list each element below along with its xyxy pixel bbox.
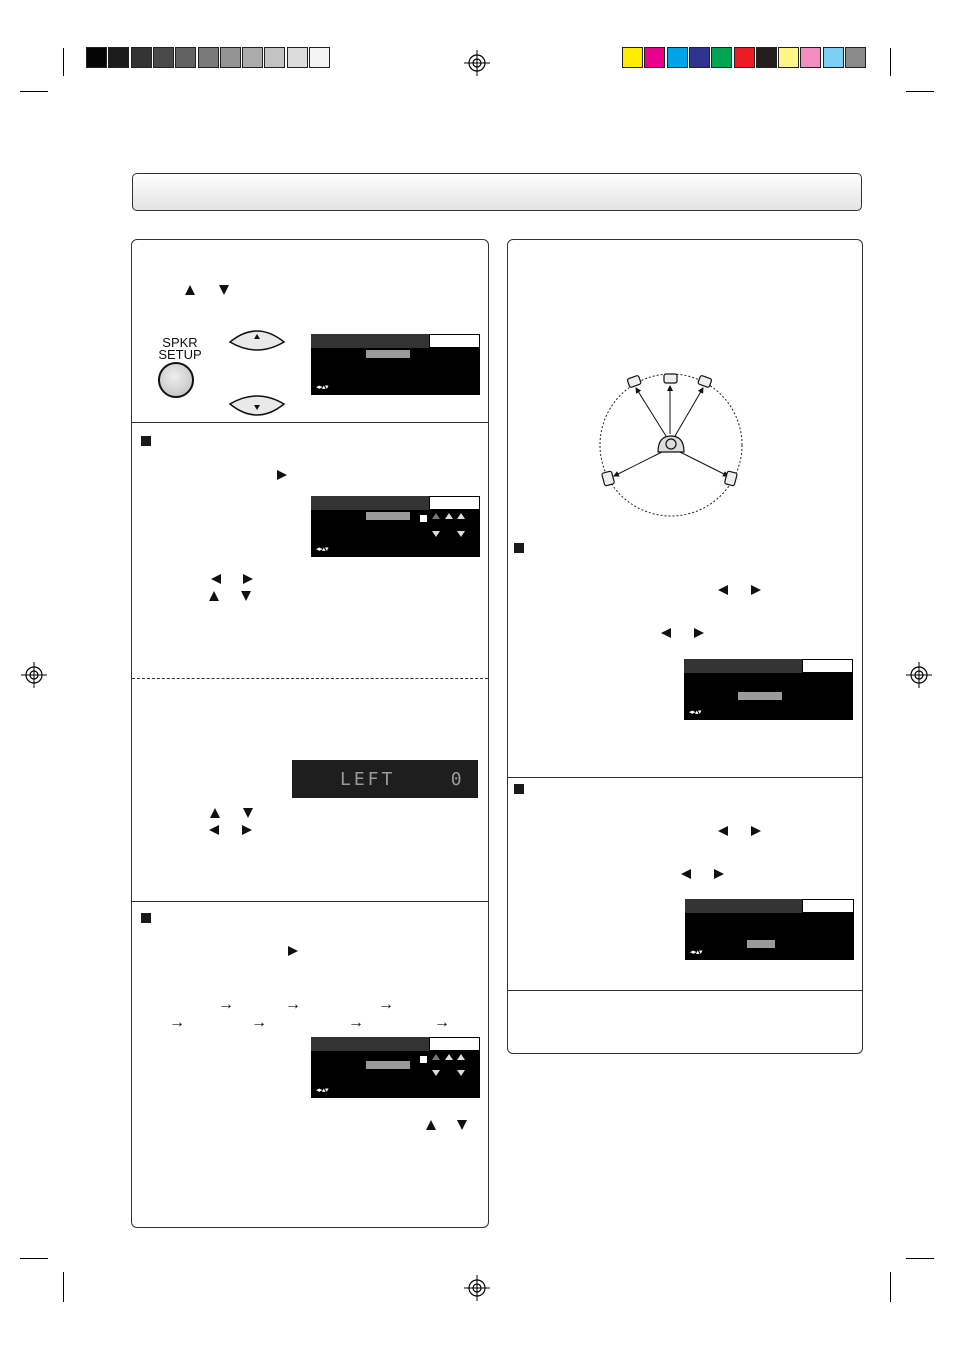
up-arrow-icon [210, 808, 220, 818]
cursor-down-button[interactable] [228, 392, 286, 420]
color-swatch [287, 47, 308, 68]
color-swatch [264, 47, 285, 68]
spkr-setup-label: SPKR SETUP [158, 335, 202, 362]
color-swatch [778, 47, 799, 68]
right-arrow-icon [288, 946, 298, 956]
registration-mark-icon [906, 662, 932, 688]
down-arrow-icon [243, 808, 253, 818]
color-swatch [644, 47, 665, 68]
right-arrow-icon [243, 574, 253, 584]
color-swatch [309, 47, 330, 68]
osd-nav-hint: ◂▸▴▾ [690, 949, 703, 956]
down-arrow-icon [241, 591, 251, 601]
color-swatch [131, 47, 152, 68]
sequence-arrow-icon: → [169, 1014, 185, 1031]
speaker-icon [698, 375, 712, 388]
right-arrow-icon [277, 470, 287, 480]
down-arrow-icon [457, 1120, 467, 1130]
crop-mark [20, 91, 48, 92]
speaker-icon [724, 471, 737, 486]
section-bullet-icon [141, 436, 151, 446]
crop-mark [906, 91, 934, 92]
speaker-icon [602, 471, 615, 486]
right-arrow-icon [694, 628, 704, 638]
title-bar [132, 173, 862, 211]
osd-nav-hint: ◂▸▴▾ [316, 546, 329, 553]
dashed-divider [132, 678, 488, 679]
osd-nav-hint: ◂▸▴▾ [689, 709, 702, 716]
color-swatch [175, 47, 196, 68]
sequence-arrow-icon: → [218, 996, 234, 1013]
crop-mark [890, 48, 891, 76]
color-swatch [711, 47, 732, 68]
right-arrow-icon [714, 869, 724, 879]
color-swatch [734, 47, 755, 68]
speaker-icon [664, 374, 677, 383]
crop-mark [63, 48, 64, 76]
section-bullet-icon [514, 543, 524, 553]
cursor-up-button[interactable] [228, 326, 286, 354]
right-arrow-icon [751, 826, 761, 836]
sequence-arrow-icon: → [251, 1014, 267, 1031]
color-swatch [220, 47, 241, 68]
color-swatch [823, 47, 844, 68]
sequence-arrow-icon: → [434, 1014, 450, 1031]
color-swatch [845, 47, 866, 68]
sequence-arrow-icon: → [378, 996, 394, 1013]
right-arrow-icon [242, 825, 252, 835]
front-panel-display: LEFT 0 [292, 760, 478, 798]
crop-mark [63, 1272, 64, 1302]
section-bullet-icon [514, 784, 524, 794]
up-arrow-icon [185, 285, 195, 295]
osd-screen [684, 659, 853, 720]
left-arrow-icon [718, 826, 728, 836]
registration-mark-icon [21, 662, 47, 688]
speaker-icon [627, 375, 641, 388]
color-swatch [622, 47, 643, 68]
left-arrow-icon [661, 628, 671, 638]
crop-mark [20, 1258, 48, 1259]
registration-mark-icon [464, 1275, 490, 1301]
sequence-arrow-icon: → [348, 1014, 364, 1031]
color-swatch [153, 47, 174, 68]
left-arrow-icon [718, 585, 728, 595]
color-swatch [756, 47, 777, 68]
up-arrow-icon [209, 591, 219, 601]
listener-icon [658, 436, 684, 452]
left-arrow-icon [211, 574, 221, 584]
color-swatch [242, 47, 263, 68]
sequence-arrow-icon: → [285, 996, 301, 1013]
osd-screen [311, 334, 480, 395]
left-arrow-icon [209, 825, 219, 835]
left-arrow-icon [681, 869, 691, 879]
up-arrow-icon [426, 1120, 436, 1130]
right-arrow-icon [751, 585, 761, 595]
crop-mark [890, 1272, 891, 1302]
color-swatch [198, 47, 219, 68]
crop-mark [906, 1258, 934, 1259]
osd-screen [311, 496, 480, 557]
osd-screen [685, 899, 854, 960]
osd-screen [311, 1037, 480, 1098]
color-swatch [86, 47, 107, 68]
section-bullet-icon [141, 913, 151, 923]
speaker-layout-diagram [592, 368, 750, 520]
registration-mark-icon [464, 50, 490, 76]
color-swatch [108, 47, 129, 68]
down-arrow-icon [219, 285, 229, 295]
color-swatch [800, 47, 821, 68]
osd-nav-hint: ◂▸▴▾ [316, 1087, 329, 1094]
color-swatch [667, 47, 688, 68]
spkr-setup-button[interactable] [158, 362, 194, 398]
osd-nav-hint: ◂▸▴▾ [316, 384, 329, 391]
color-swatch [689, 47, 710, 68]
